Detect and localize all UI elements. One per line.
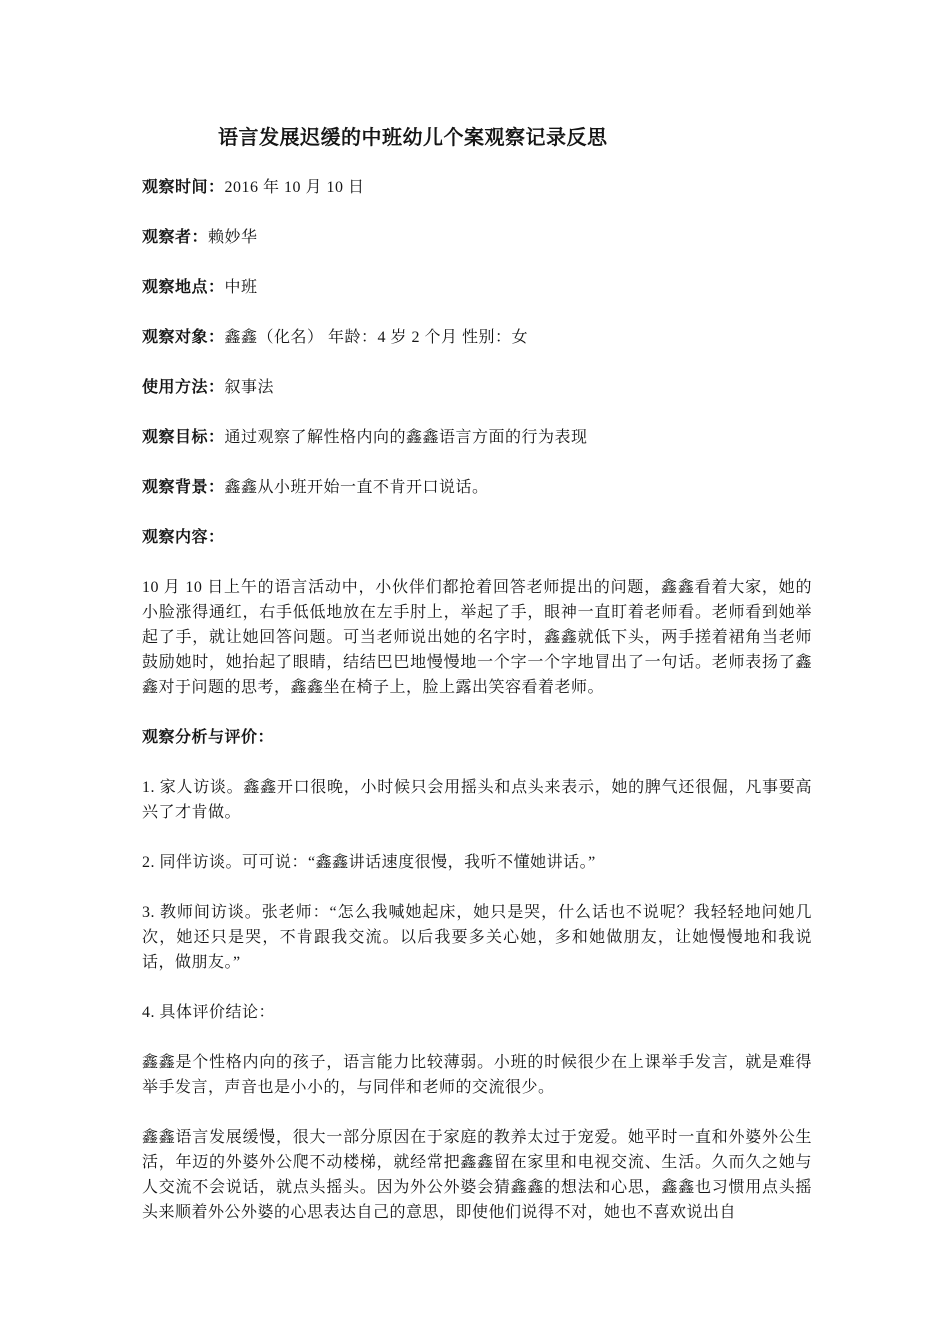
field-label: 观察对象： (142, 329, 225, 346)
field-label: 观察背景： (142, 479, 225, 496)
analysis-item-2: 2. 同伴访谈。可可说：“鑫鑫讲话速度很慢，我听不懂她讲话。” (142, 854, 596, 871)
field-label: 观察地点： (142, 279, 225, 296)
section-heading-observation-content: 观察内容： (142, 529, 225, 546)
field-label: 观察目标： (142, 429, 225, 446)
field-observation-goal (142, 425, 812, 450)
conclusion-paragraph-1: 鑫鑫是个性格内向的孩子，语言能力比较薄弱。小班的时候很少在上课举手发言，就是难得举手发言，声音也是小小的，与同伴和老师的交流很少。 (142, 1054, 812, 1096)
field-observation-place (142, 275, 812, 300)
field-value: 鑫鑫从小班开始一直不肯开口说话。 (224, 479, 489, 496)
field-value: 通过观察了解性格内向的鑫鑫语言方面的行为表现 (224, 429, 588, 446)
field-label: 使用方法： (142, 379, 225, 396)
paragraph-observation-content: 10 月 10 日上午的语言活动中，小伙伴们都抢着回答老师提出的问题，鑫鑫看着大家，她的小脸涨得通红，右手低低地放在左手肘上，举起了手，眼神一直盯着老师看。老师看到她举起了手，就让她回答问题。可当老师说出她的名字时，鑫鑫就低下头，两手搓着裙角当老师鼓励她时，她抬起了眼睛，结结巴巴地慢慢地一个字一个字地冒出了一句话。老师表扬了鑫鑫对于问题的思考，鑫鑫坐在椅子上，脸上露出笑容看着老师。 (142, 579, 812, 696)
field-value: 鑫鑫（化名） 年龄：4 岁 2 个月 性别：女 (224, 329, 529, 346)
field-value: 叙事法 (224, 379, 275, 396)
field-observation-subject (142, 325, 812, 350)
conclusion-paragraph-2: 鑫鑫语言发展缓慢，很大一部分原因在于家庭的教养太过于宠爱。她平时一直和外婆外公生活，年迈的外婆外公爬不动楼梯，就经常把鑫鑫留在家里和电视交流、生活。久而久之她与人交流不会说话，就点头摇头。因为外公外婆会猜鑫鑫的想法和心思，鑫鑫也习惯用点头摇头来顺着外公外婆的心思表达自己的意思，即使他们说得不对，她也不喜欢说出自 (142, 1129, 812, 1221)
field-value: 中班 (224, 279, 258, 296)
document-title: 语言发展迟缓的中班幼儿个案观察记录反思 (218, 127, 608, 149)
field-observation-time (142, 175, 812, 200)
analysis-item-1: 1. 家人访谈。鑫鑫开口很晚，小时候只会用摇头和点头来表示，她的脾气还很倔，凡事要高兴了才肯做。 (142, 779, 812, 821)
field-method (142, 375, 812, 400)
analysis-item-3: 3. 教师间访谈。张老师：“怎么我喊她起床，她只是哭，什么话也不说呢？我轻轻地问她几次，她还只是哭，不肯跟我交流。以后我要多关心她，多和她做朋友，让她慢慢地和我说话，做朋友。” (142, 904, 812, 971)
section-heading-analysis-evaluation: 观察分析与评价： (142, 729, 275, 746)
field-observer (142, 225, 812, 250)
analysis-item-4: 4. 具体评价结论： (142, 1004, 276, 1021)
field-value: 2016 年 10 月 10 日 (224, 179, 365, 196)
field-label: 观察者： (142, 229, 209, 246)
field-observation-background (142, 475, 812, 500)
field-value: 赖妙华 (208, 229, 258, 246)
field-label: 观察时间： (142, 179, 225, 196)
